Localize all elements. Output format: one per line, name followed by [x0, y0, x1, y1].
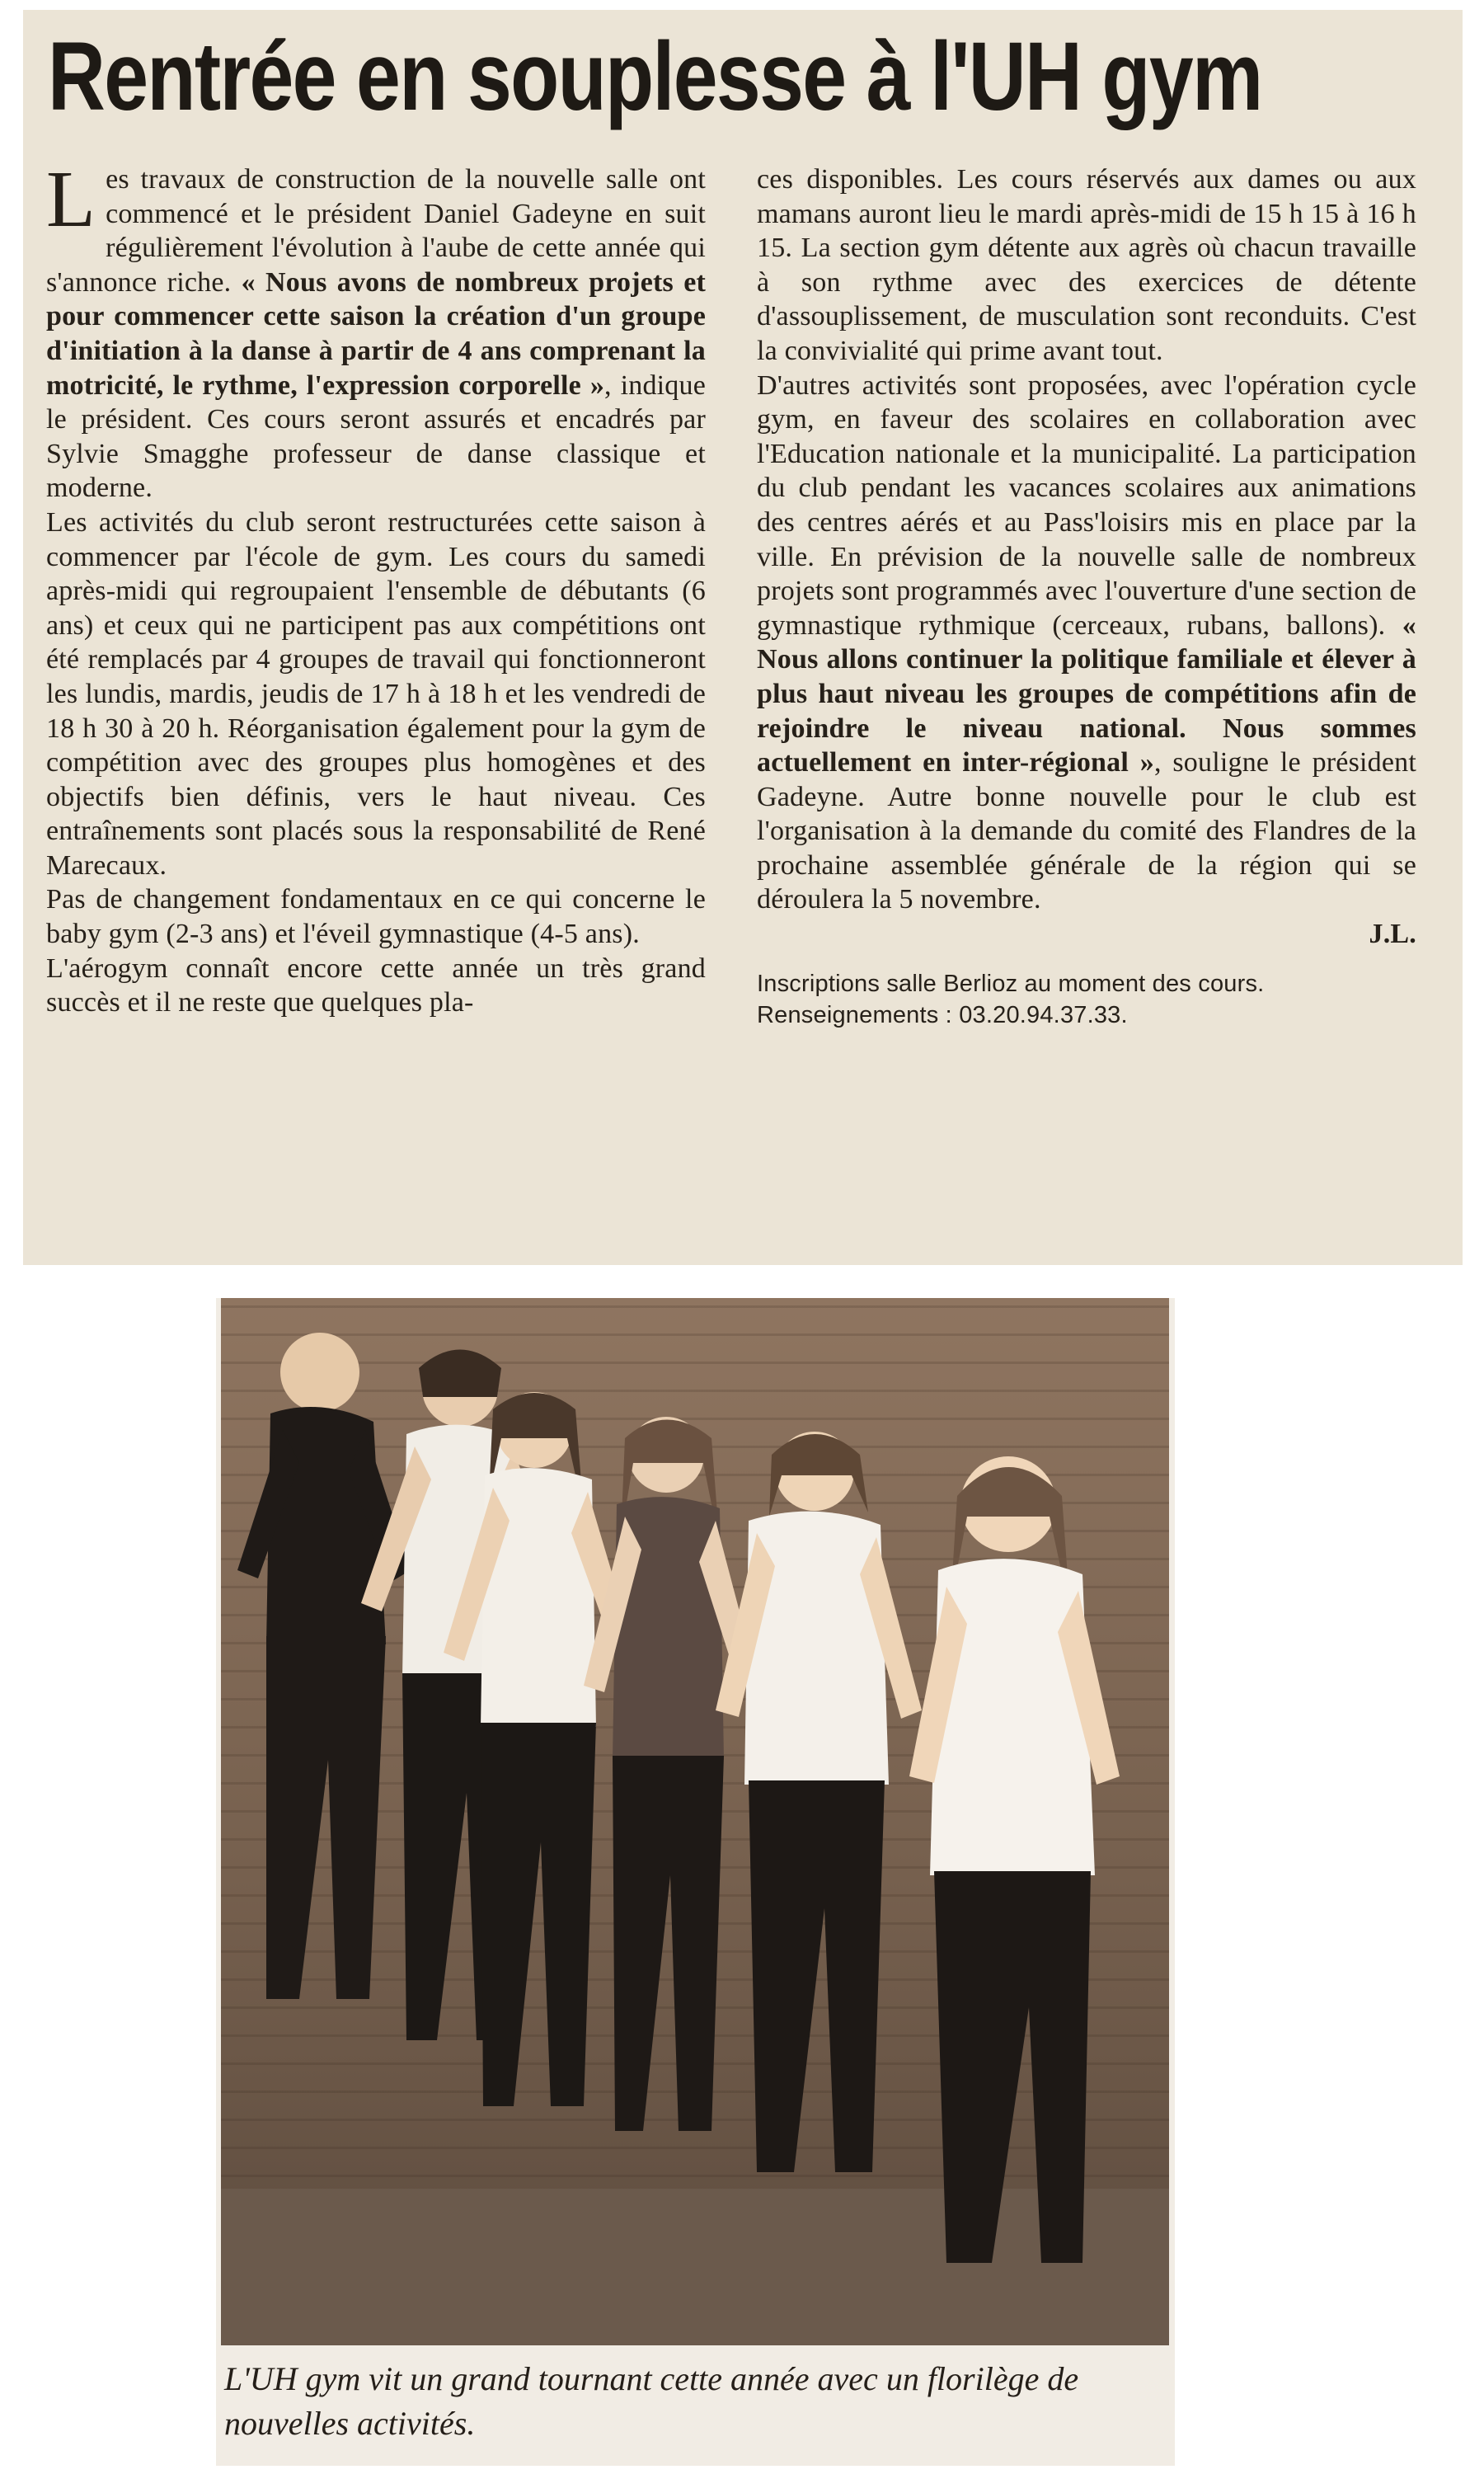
article-headline: Rentrée en souplesse à l'UH gym	[48, 22, 1262, 131]
girl-dark-top	[584, 1417, 757, 2131]
intro-quote: « Nous avons de nombreux projets et pour commencer cette saison la création d'un groupe d'initiation à la danse à partir de 4 ans comprenant la motricité, le rythme, l'expression corporelle »	[46, 266, 707, 401]
other-activities-end: , souligne le président Gadeyne. Autre bonne nouvelle pour le club est l'organisation à la demande du comité des Flandres de la prochaine assemblée générale de la région qui se déroulera la 5 novembre.	[757, 747, 1416, 915]
girl-leotard	[716, 1432, 922, 2172]
article-column-left	[46, 155, 707, 1020]
gymnasts-photo	[221, 1298, 1169, 2345]
paragraph-intro	[46, 155, 707, 506]
paragraph-baby-gym: Pas de changement fondamentaux en ce qui concerne le baby gym (2-3 ans) et l'éveil gymnastique (4-5 ans).	[46, 884, 706, 950]
paragraph-other-activities	[757, 369, 1416, 918]
president-quote: « Nous allons continuer la politique familiale et élever à plus haut niveau les groupes de compétitions afin de rejoindre le niveau national. Nous sommes actuellement en inter-régional »	[757, 609, 1416, 778]
photo-caption: L'UH gym vit un grand tournant cette année avec un florilège de nouvelles activités.	[224, 2360, 1079, 2442]
author-signature: J.L.	[1369, 919, 1416, 950]
floor	[221, 2189, 1169, 2345]
registration-info	[757, 968, 1416, 1031]
photo-block	[216, 1298, 1175, 2466]
girl-front-right	[909, 1456, 1120, 2263]
gymnasts-illustration	[221, 1298, 1169, 2345]
paragraph-aerogym: L'aérogym connaît encore cette année un très grand succès et il ne reste que quelques pla-	[46, 952, 706, 1018]
newspaper-article	[23, 10, 1463, 1265]
drop-cap: L	[46, 155, 96, 244]
paragraph-activities: Les activités du club seront restructurées cette saison à commencer par l'école de gym. Les cours du samedi après-midi qui regroupaient l'ensemble de débutants (6 ans) et ceux qui ne participent pas aux compétitions ont été remplacés par 4 groupes de travail qui fonctionneront les lundis, mardis, jeudis de 17 h à 18 h et les vendredi de 18 h 30 à 20 h. Réorganisation également pour la gym de compétition avec des groupes plus homogènes et des objectifs bien définis, vers le haut niveau. Ces entraînements sont placés sous la responsabilité de René Marecaux.	[46, 506, 706, 881]
intro-text: es travaux de construction de la nouvelle salle ont commencé et le président Daniel Gadeyne en suit régulièrement l'évolution à l'aube de cette année qui s'annonce riche.	[46, 164, 706, 298]
phone-line: Renseignements : 03.20.94.37.33.	[757, 1001, 1128, 1028]
other-activities-text: D'autres activités sont proposées, avec l'opération cycle gym, en faveur des scolaires en collaboration avec l'Education nationale et la municipalité. La participation du club pendant les vacances scolaires aux animations des centres aérés et au Pass'loisirs mis en place par la ville. En prévision de la nouvelle salle de nombreux projets sont programmés avec l'ouverture d'une section de gymnastique rythmique (cerceaux, rubans, ballons).	[757, 369, 1416, 641]
registration-line: Inscriptions salle Berlioz au moment des cours.	[757, 970, 1265, 997]
paragraph-courses: ces disponibles. Les cours réservés aux dames ou aux mamans auront lieu le mardi après-midi de 15 h 15 à 16 h 15. La section gym détente aux agrès où chacun travaille à son rythme avec des exercices de détente d'assouplissement, de musculation sont reconduits. C'est la convivialité qui prime avant tout.	[757, 164, 1416, 366]
intro-text-end: , indique le président. Ces cours seront assurés et encadrés par Sylvie Smagghe professeur de danse classique et moderne.	[46, 369, 706, 504]
article-column-right	[757, 162, 1416, 1031]
woman-in-black	[237, 1333, 411, 1999]
